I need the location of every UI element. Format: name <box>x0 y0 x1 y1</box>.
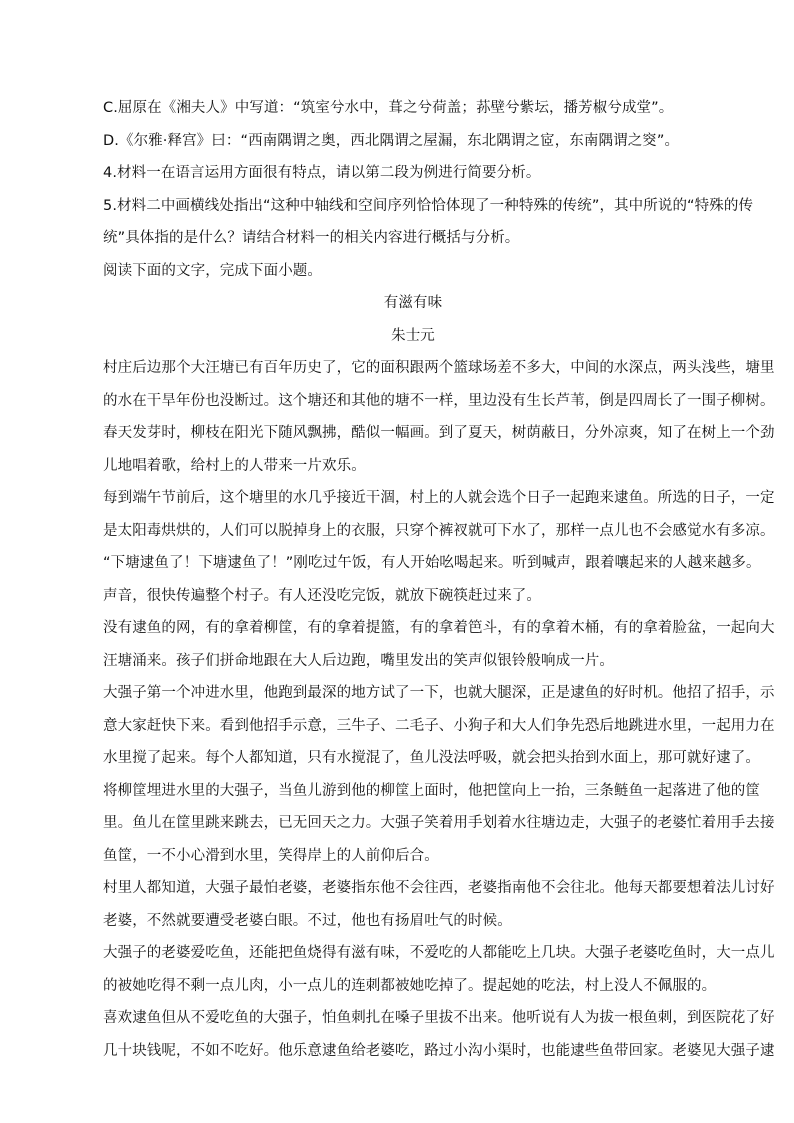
paragraph-line: 的被她吃得不剩一点儿肉，小一点儿的连刺都被她吃掉了。提起她的吃法，村上没人不佩服的。 <box>103 977 717 994</box>
paragraph-line: 里。鱼儿在筐里跳来跳去，已无回天之力。大强子笑着用手划着水往塘边走，大强子的老婆忙着用手去接 <box>103 815 775 831</box>
paragraph-line: 老婆，不然就要遭受老婆白眼。不过，他也有扬眉吐气的时候。 <box>103 912 512 929</box>
paragraph-line: 的水在干旱年份也没断过。这个塘还和其他的塘不一样，里边没有生长芦苇，倒是四周长了一围子柳树。 <box>103 392 775 409</box>
paragraph-line: 儿地唱着歌，给村上的人带来一片欢乐。 <box>103 457 366 474</box>
option-c-line: C.屈原在《湘夫人》中写道：“筑室兮水中，葺之兮荷盖；荪壁兮紫坛，播芳椒兮成堂”。 <box>103 100 674 116</box>
paragraph-line: 几十块钱呢，不如不吃好。他乐意逮鱼给老婆吃，路过小沟小渠时，也能逮些鱼带回家。老婆见大强子逮 <box>103 1042 775 1059</box>
reading-instruction: 阅读下面的文字，完成下面小题。 <box>103 262 322 279</box>
document-page <box>103 92 775 1067</box>
question-5-line-2: 统”具体指的是什么？请结合材料一的相关内容进行概括与分析。 <box>103 230 520 246</box>
paragraph-line: 村里人都知道，大强子最怕老婆，老婆指东他不会往西，老婆指南他不会往北。他每天都要想着法儿讨好 <box>103 880 775 896</box>
paragraph-line: 春天发芽时，柳枝在阳光下随风飘拂，酷似一幅画。到了夏天，树荫蔽日，分外凉爽，知了在树上一个劲 <box>103 425 775 441</box>
paragraph-line: 声音，很快传遍整个村子。有人还没吃完饭，就放下碗筷赶过来了。 <box>103 587 541 604</box>
paragraph-line: 每到端午节前后，这个塘里的水几乎接近干涸，村上的人就会选个日子一起跑来逮鱼。所选的日子，一定 <box>103 490 775 506</box>
paragraph-line: 水里搅了起来。每个人都知道，只有水搅混了，鱼儿没法呼吸，就会把头抬到水面上，那可就好逮了。 <box>103 750 760 766</box>
paragraph-line: 是太阳毒烘烘的，人们可以脱掉身上的衣服，只穿个裤衩就可下水了，那样一点儿也不会感觉水有多凉。 <box>103 522 775 539</box>
paragraph-line: 喜欢逮鱼但从不爱吃鱼的大强子，怕鱼刺扎在嗓子里拔不出来。他听说有人为拔一根鱼刺，到医院花了好 <box>103 1010 775 1026</box>
paragraph-line: “下塘逮鱼了！下塘逮鱼了！”刚吃过午饭，有人开始吆喝起来。听到喊声，跟着嚷起来的人越来越多。 <box>103 555 761 571</box>
article-title: 有滋有味 <box>383 295 443 311</box>
option-d-line: D.《尔雅·释宫》曰：“西南隅谓之奥，西北隅谓之屋漏，东北隅谓之宧，东南隅谓之窔”。 <box>103 132 680 149</box>
paragraph-line: 大强子第一个冲进水里，他跑到最深的地方试了一下，也就大腿深，正是逮鱼的好时机。他招了招手，示 <box>103 685 775 701</box>
paragraph-line: 大强子的老婆爱吃鱼，还能把鱼烧得有滋有味，不爱吃的人都能吃上几块。大强子老婆吃鱼时，大一点儿 <box>103 945 775 961</box>
paragraph-line: 没有逮鱼的网，有的拿着柳筐，有的拿着提篮，有的拿着笆斗，有的拿着木桶，有的拿着脸盆，一起向大 <box>103 620 775 636</box>
paragraph-line: 汪塘涌来。孩子们拼命地跟在大人后边跑，嘴里发出的笑声似银铃般响成一片。 <box>103 652 614 669</box>
paragraph-line: 村庄后边那个大汪塘已有百年历史了，它的面积跟两个篮球场差不多大，中间的水深点，两头浅些，塘里 <box>103 360 775 376</box>
question-4: 4.材料一在语言运用方面很有特点，请以第二段为例进行简要分析。 <box>103 165 541 181</box>
paragraph-line: 将柳筐埋进水里的大强子，当鱼儿游到他的柳筐上面时，他把筐向上一抬，三条鲢鱼一起落进了他的筐 <box>103 782 760 799</box>
question-5-line-1: 5.材料二中画横线处指出“这种中轴线和空间序列恰恰体现了一种特殊的传统”，其中所说的“特殊的传 <box>103 197 754 214</box>
article-author: 朱士元 <box>391 327 435 344</box>
paragraph-line: 鱼筐，一不小心滑到水里，笑得岸上的人前仰后合。 <box>103 847 439 864</box>
paragraph-line: 意大家赶快下来。看到他招手示意，三牛子、二毛子、小狗子和大人们争先恐后地跳进水里，一起用力在 <box>103 717 775 734</box>
